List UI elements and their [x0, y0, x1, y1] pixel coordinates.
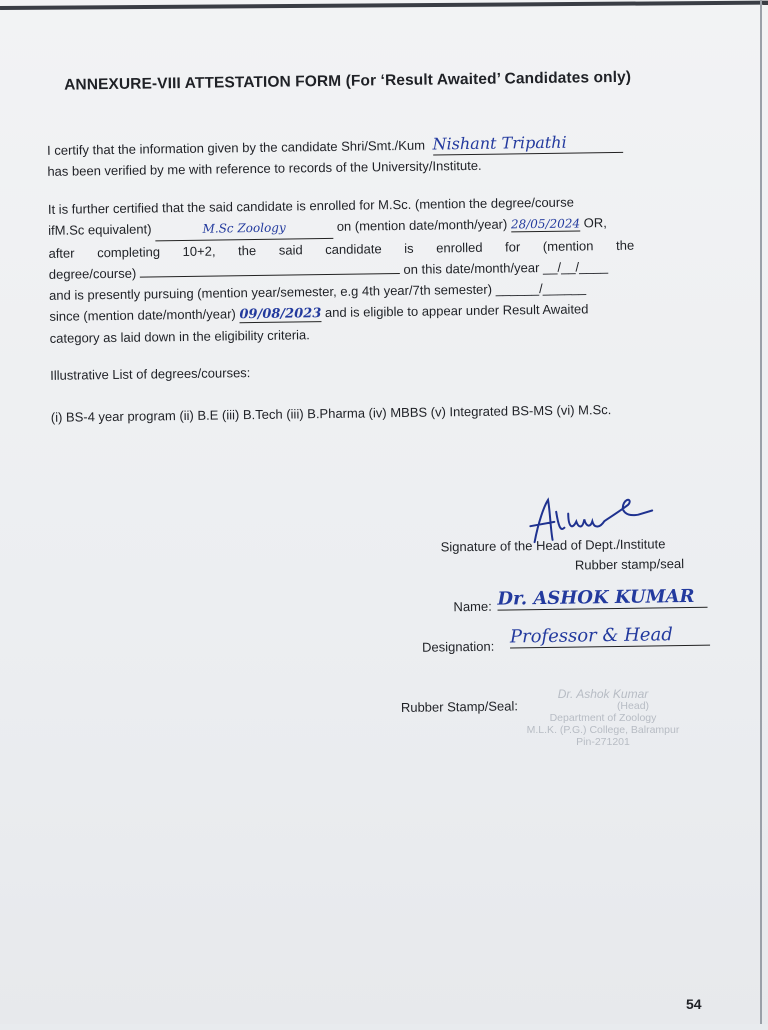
- stamp-line-3: Department of Zoology: [549, 712, 657, 724]
- cert1-lead: I certify that the information given by the candidate Shri/Smt./Kum: [46, 137, 426, 158]
- rubber-stamp-label: Rubber Stamp/Seal:: [400, 698, 519, 716]
- candidate-name: Nishant Tripathi: [432, 131, 622, 156]
- cert2-part2c: OR,: [583, 215, 607, 231]
- since-date: 09/08/2023: [239, 306, 322, 323]
- signature-label: Signature of the Head of Dept./Institute: [440, 536, 666, 555]
- degree-course-blank: [140, 259, 400, 278]
- name-value: Dr. ASHOK KUMAR: [497, 586, 707, 611]
- cert2-part2b: on (mention date/month/year): [336, 216, 508, 234]
- enroll-date: 28/05/2024: [510, 216, 581, 232]
- cert2-part4a: degree/course): [48, 265, 137, 282]
- cert2-part3: after completing 10+2, the said candidate is enrolled for (mention the: [48, 237, 635, 261]
- rubber-stamp: [508, 688, 698, 748]
- designation-value: Professor & Head: [510, 624, 710, 649]
- cert2-part7: category as laid down in the eligibility criteria.: [49, 327, 310, 346]
- cert-paragraph-2: [48, 190, 710, 349]
- form-title: ANNEXURE-VIII ATTESTATION FORM (For ‘Result Awaited’ Candidates only): [64, 68, 632, 94]
- stamp-line-1: Dr. Ashok Kumar: [557, 687, 649, 701]
- cert2-part6b: and is eligible to appear under Result Awaited: [324, 301, 589, 321]
- cert2-part6a: since (mention date/month/year): [49, 306, 236, 324]
- cert-paragraph-1: [47, 130, 708, 182]
- cert2-part1: It is further certified that the said candidate is enrolled for M.Sc. (mention the degree/course: [47, 194, 575, 217]
- stamp-line-5: Pin-271201: [576, 736, 630, 748]
- stamp-line-2: (Head): [616, 700, 650, 712]
- course-field: M.Sc Zoology: [155, 217, 333, 241]
- cert2-part4b: on this date/month/year: [403, 260, 540, 277]
- stamp-line-4: M.L.K. (P.G.) College, Balrampur: [526, 724, 680, 736]
- rubber-stamp-seal-label-top: Rubber stamp/seal: [574, 556, 685, 573]
- year-sem-blank: ______/______: [495, 280, 587, 297]
- designation-label: Designation:: [421, 638, 495, 655]
- cert2-part2a: ifM.Sc equivalent): [48, 221, 152, 238]
- cert2-part5a: and is presently pursuing (mention year/semester, e.g 4th year/7th semester): [49, 281, 493, 303]
- illustrative-heading: Illustrative List of degrees/courses:: [50, 365, 251, 383]
- date-blank: __/__/____: [542, 259, 609, 275]
- cert1-line2: has been verified by me with reference to records of the University/Institute.: [47, 157, 482, 179]
- illustrative-list: (i) BS-4 year program (ii) B.E (iii) B.Tech (iii) B.Pharma (iv) MBBS (v) Integrated BS-MS (vi) M.Sc.: [50, 402, 612, 425]
- name-label: Name:: [453, 598, 492, 615]
- page-number: 54: [686, 996, 702, 1012]
